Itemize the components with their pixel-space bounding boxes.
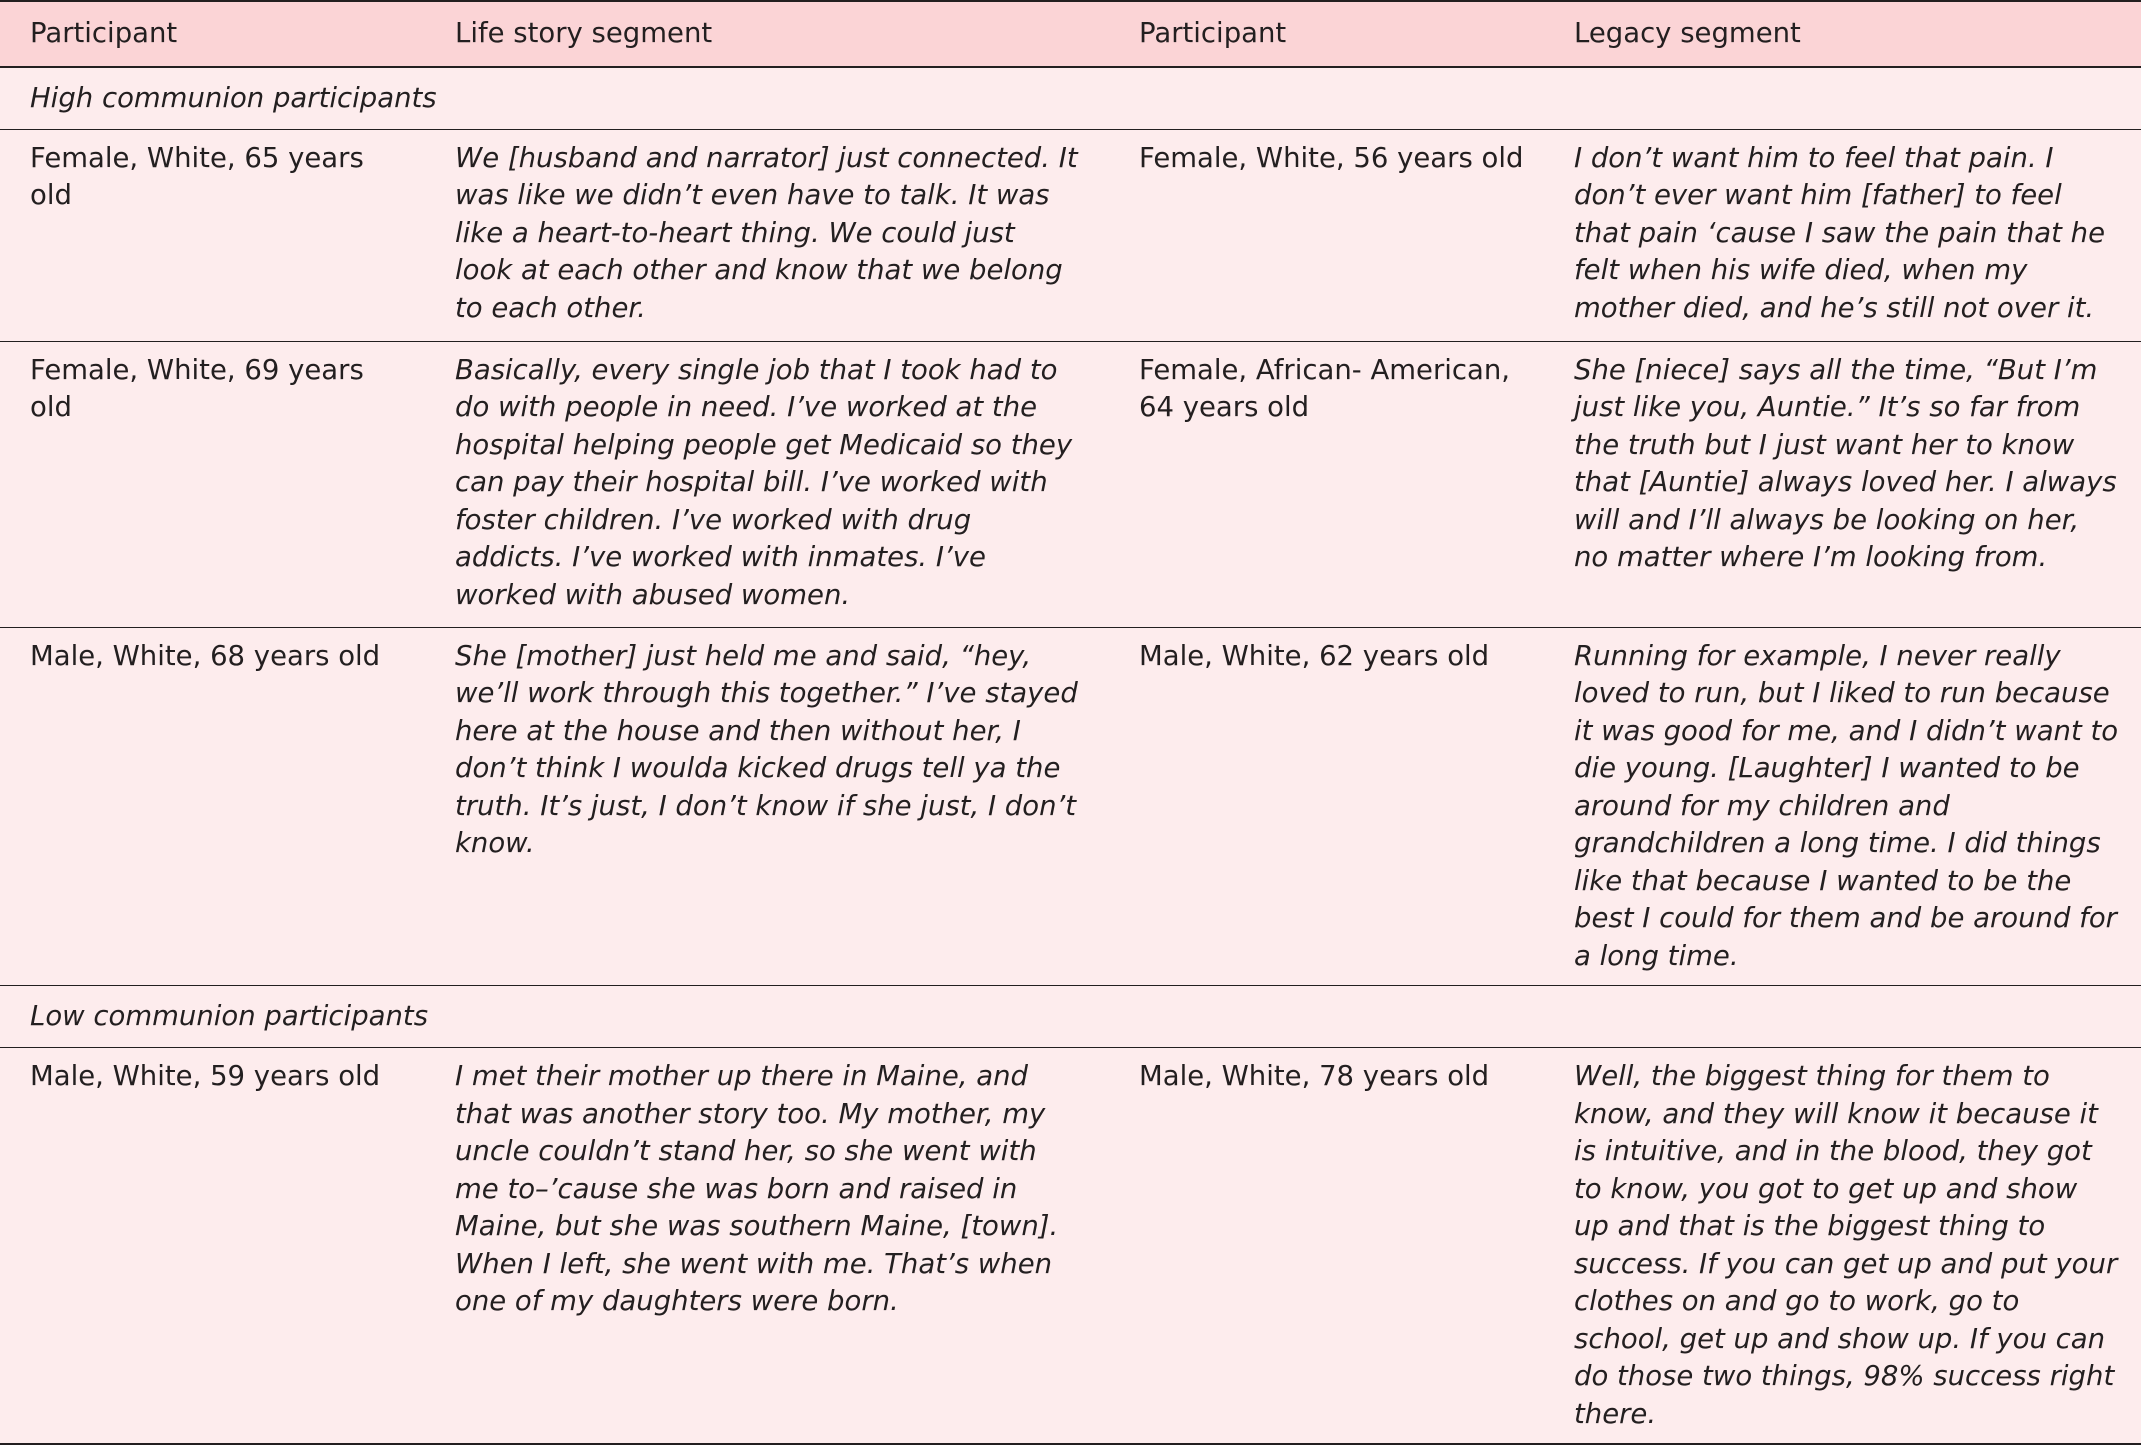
group-row-low-communion [0, 986, 2141, 1048]
life-story-cell: Basically, every single job that I took had to do with people in need. I’ve worked at the hospital helping people get Medicaid so they can pay their hospital bill. I’ve worked with foster children. I’ve worked with drug addicts. I’ve worked with inmates. I’ve worked with abused women. [455, 353, 1073, 611]
participant-cell: Female, White, 65 years old [30, 141, 364, 211]
legacy-cell: She [niece] says all the time, “But I’m just like you, Auntie.” It’s so far from the truth but I just want her to know that [Auntie] always loved her. I always will and I’ll always be looking on her, no matter where I’m looking from. [1574, 353, 2117, 573]
group-label: Low communion participants [30, 999, 429, 1032]
participant2-cell: Female, White, 56 years old [1139, 141, 1524, 174]
group-row-high-communion [0, 67, 2141, 129]
participant2-cell: Female, African- American, 64 years old [1139, 353, 1511, 423]
group-label: High communion participants [30, 81, 437, 114]
participant2-cell: Male, White, 78 years old [1139, 1060, 1490, 1092]
legacy-cell: Well, the biggest thing for them to know, and they will know it because it is intuitive, and in the blood, they got to know, you got to get up and show up and that is the biggest thing to success. If you can get up and put your clothes on and go to work, go to school, get up and show up. If you can do those two things, 98% success right there. [1574, 1060, 2118, 1430]
legacy-cell: Running for example, I never really loved to run, but I liked to run because it was good for me, and I didn’t want to die young. [Laughter] I wanted to be around for my children and grandchildren a long time. I did things like that because I wanted to be the best I could for them and be around for a long time. [1574, 639, 2119, 972]
table-row [0, 1048, 2141, 1445]
participant-cell: Male, White, 68 years old [30, 639, 381, 672]
participant2-cell: Male, White, 62 years old [1139, 639, 1490, 672]
header-participant-2: Participant [1139, 17, 1287, 50]
life-story-cell: She [mother] just held me and said, “hey, we’ll work through this together.” I’ve stayed here at the house and then without her, I don’t think I woulda kicked drugs tell ya the truth. It’s just, I don’t know if she just, I don’t know. [455, 639, 1078, 859]
header-life-story-segment: Life story segment [455, 17, 713, 50]
participant-cell: Male, White, 59 years old [30, 1060, 381, 1092]
table-row [0, 627, 2141, 986]
table-row [0, 129, 2141, 341]
life-story-cell: We [husband and narrator] just connected. It was like we didn’t even have to talk. It was like a heart-to-heart thing. We could just look at each other and know that we belong to each other. [455, 141, 1078, 324]
participant-cell: Female, White, 69 years old [30, 353, 364, 423]
table-header-row [0, 1, 2141, 67]
header-participant: Participant [30, 17, 178, 50]
life-story-cell: I met their mother up there in Maine, and that was another story too. My mother, my uncle couldn’t stand her, so she went with me to–’cause she was born and raised in Maine, but she was southern Maine, [town]. When I left, she went with me. That’s when one of my daughters were born. [455, 1060, 1059, 1317]
table-row [0, 341, 2141, 627]
header-legacy-segment: Legacy segment [1574, 17, 1801, 50]
legacy-cell: I don’t want him to feel that pain. I don’t ever want him [father] to feel that pain ‘cause I saw the pain that he felt when his wife died, when my mother died, and he’s still not over it. [1574, 141, 2106, 324]
